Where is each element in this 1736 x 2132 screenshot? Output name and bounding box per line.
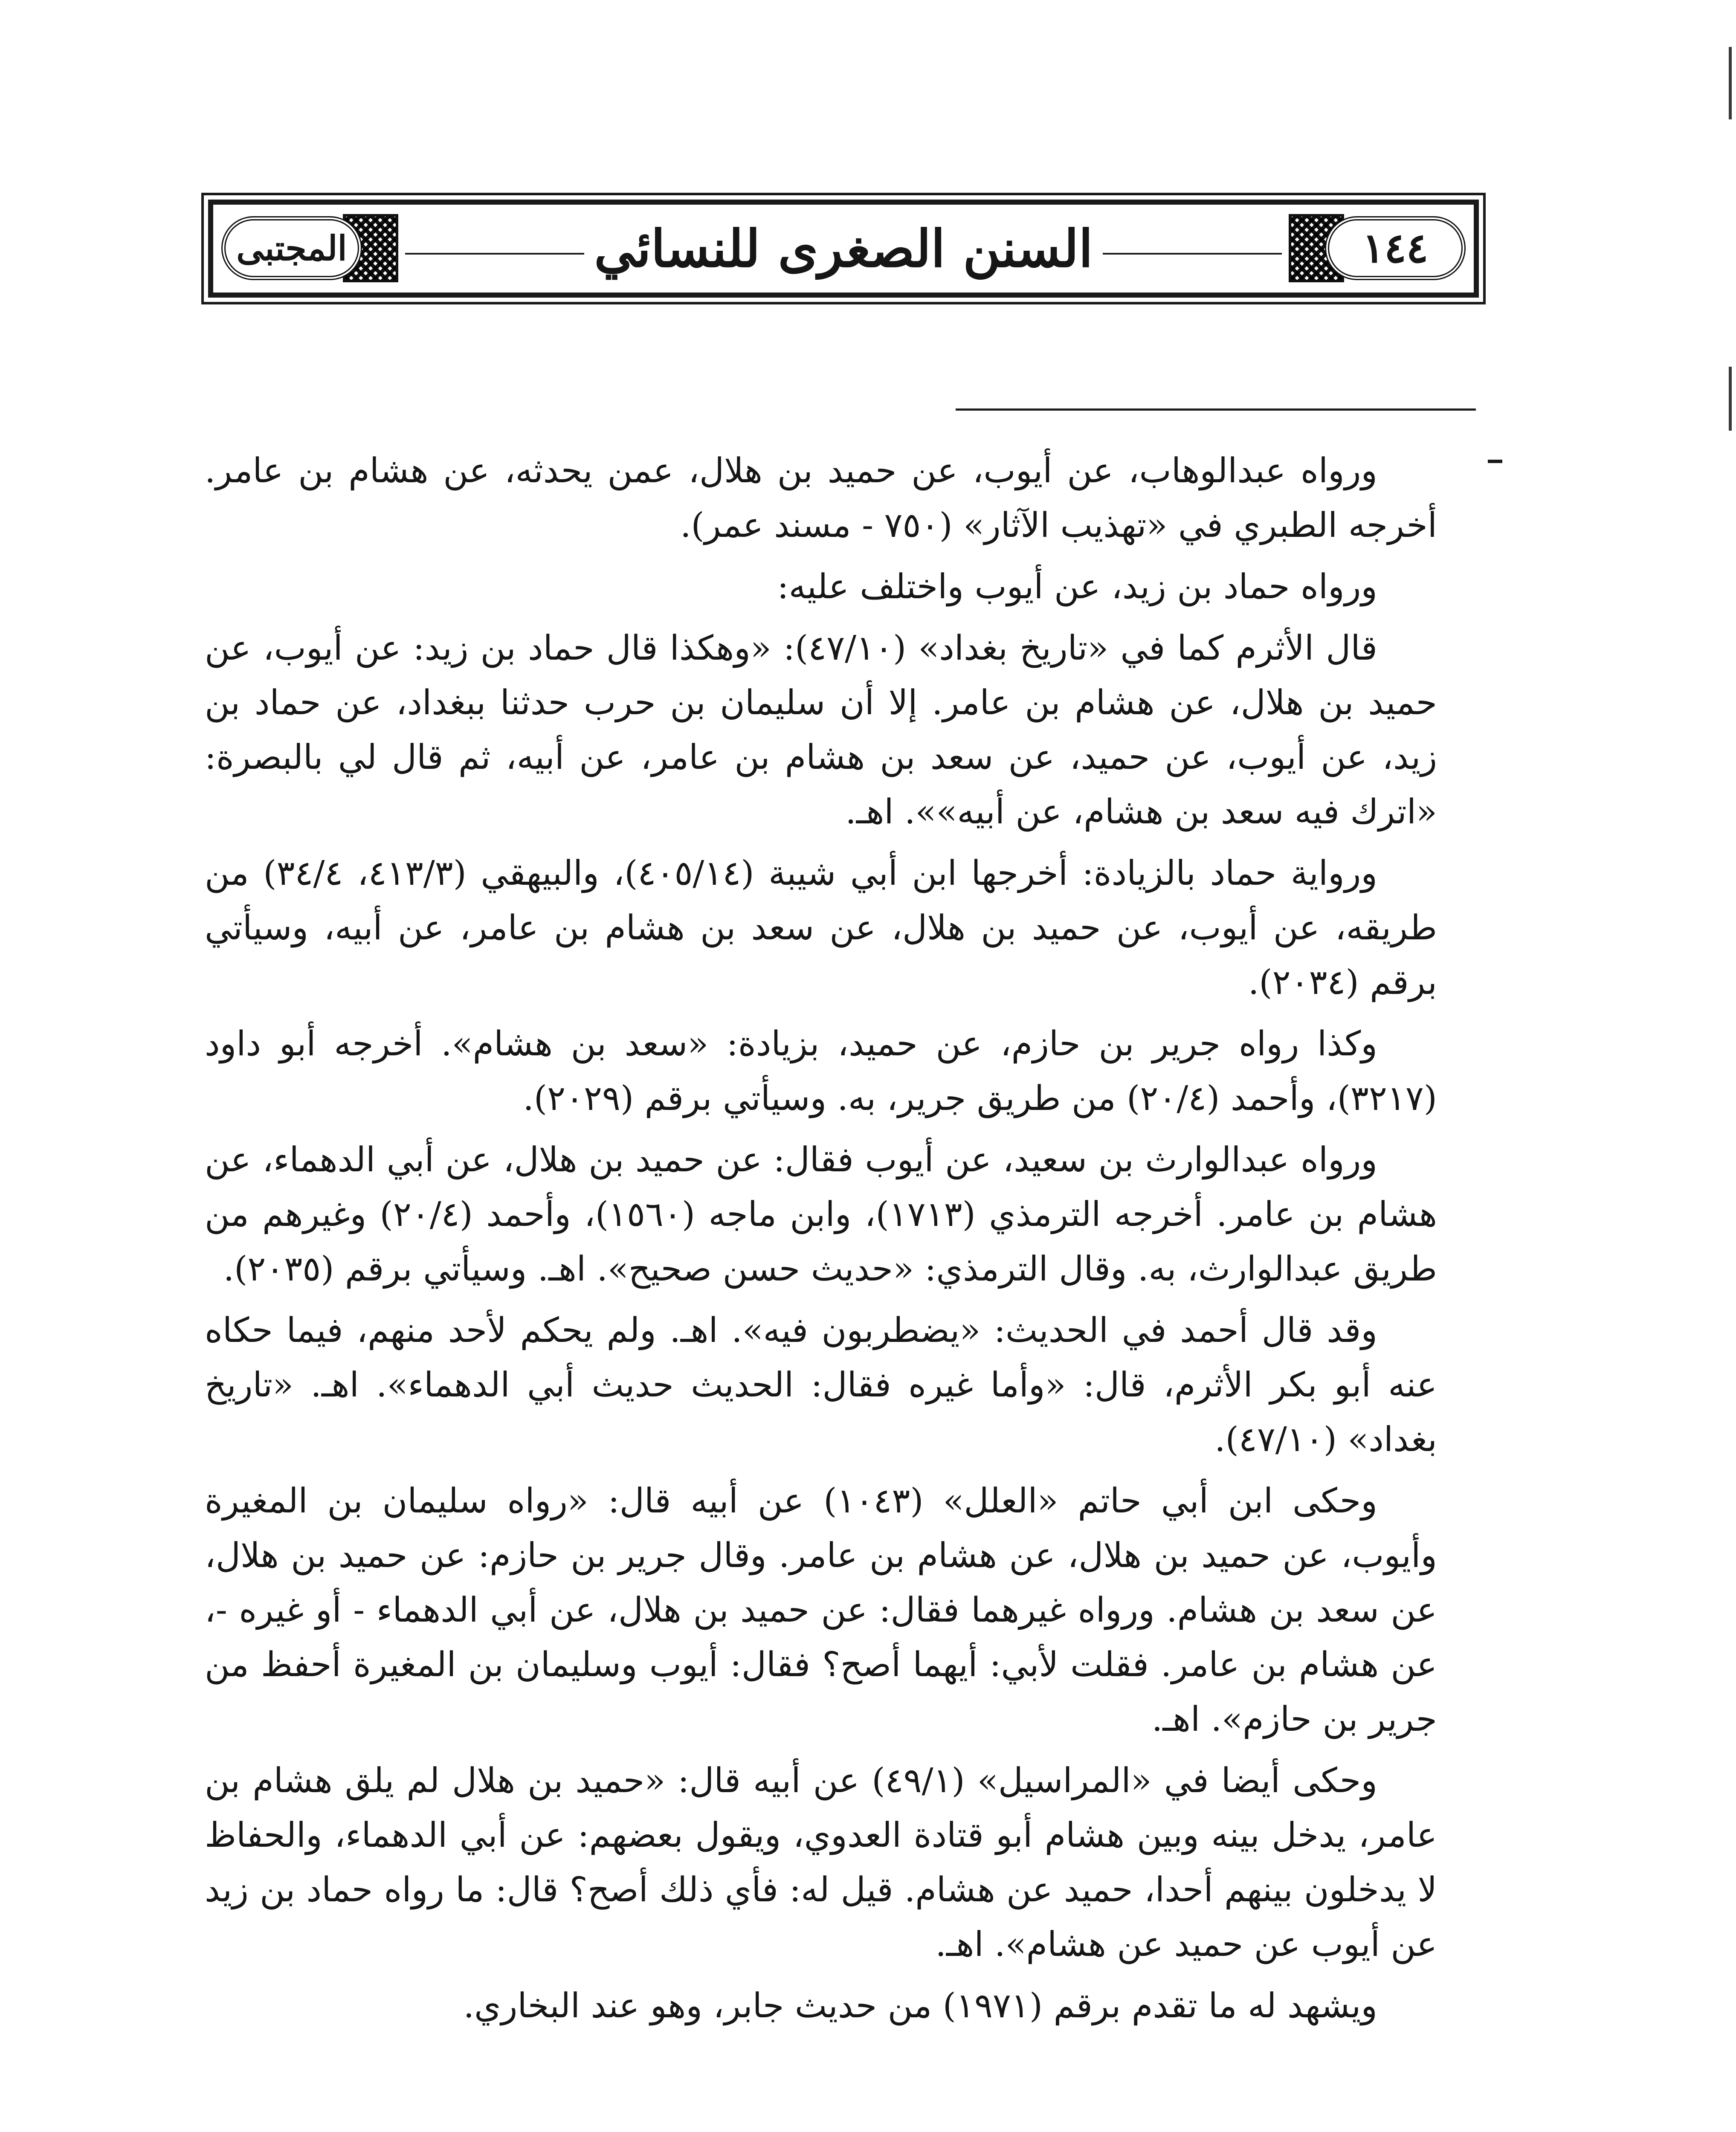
paragraph: وقد قال أحمد في الحديث: «يضطربون فيه». اهـ. ولم يحكم لأحد منهم، فيما حكاه عنه أبو بكر الأثرم، قال: «وأما غيره فقال: الحديث حديث أبي الدهماء». اهـ. «تاريخ بغداد» (٤٧/١٠). bbox=[205, 1310, 1437, 1459]
paragraph: ورواه حماد بن زيد، عن أيوب واختلف عليه: bbox=[777, 567, 1377, 606]
paragraph: ورواية حماد بالزيادة: أخرجها ابن أبي شيبة (٤٠٥/١٤)، والبيهقي (٤١٣/٣، ٣٤/٤) من طريقه، عن أيوب، عن حميد بن هلال، عن سعد بن هشام بن عامر، عن أبيه، وسيأتي برقم (٢٠٣٤). bbox=[205, 853, 1437, 1002]
paragraph: وحكى أيضا في «المراسيل» (٤٩/١) عن أبيه قال: «حميد بن هلال لم يلق هشام بن عامر، يدخل بينه وبين هشام أبو قتادة العدوي، ويقول بعضهم: عن أبي الدهماء، والحفاظ لا يدخلون بينهم أحدا، حميد عن هشام. قيل له: فأي ذلك أصح؟ قال: ما رواه حماد بن زيد عن أيوب عن حميد عن هشام». اهـ. bbox=[205, 1761, 1437, 1964]
book-badge-text: المجتبى bbox=[236, 228, 347, 268]
header-ornament-right bbox=[1289, 210, 1468, 287]
paragraph: ورواه عبدالوهاب، عن أيوب، عن حميد بن هلال، عمن يحدثه، عن هشام بن عامر. أخرجه الطبري في «تهذيب الآثار» (٧٥٠ - مسند عمر). bbox=[205, 451, 1437, 545]
book-badge bbox=[221, 216, 362, 280]
footnote-separator bbox=[956, 408, 1476, 411]
page-header bbox=[208, 200, 1479, 298]
scan-edge-mark-middle bbox=[1729, 367, 1732, 431]
page-number-medallion bbox=[1325, 216, 1466, 280]
page-number: ١٤٤ bbox=[1362, 224, 1429, 272]
running-title: السنن الصغرى للنسائي bbox=[594, 218, 1093, 279]
paragraph: ورواه عبدالوارث بن سعيد، عن أيوب فقال: عن حميد بن هلال، عن أبي الدهماء، عن هشام بن عامر. أخرجه الترمذي (١٧١٣)، وابن ماجه (١٥٦٠)، وأحمد (٢٠/٤) وغيرهم من طريق عبدالوارث، به. وقال الترمذي: «حديث حسن صحيح». اهـ. وسيأتي برقم (٢٠٣٥). bbox=[205, 1140, 1437, 1289]
paragraph: وحكى ابن أبي حاتم «العلل» (١٠٤٣) عن أبيه قال: «رواه سليمان بن المغيرة وأيوب، عن حميد بن هلال، عن هشام بن عامر. وقال جرير بن حازم: عن حميد بن هلال، عن سعد بن هشام. ورواه غيرهما فقال: عن حميد بن هلال، عن أبي الدهماء - أو غيره -، عن هشام بن عامر. فقلت لأبي: أيهما أصح؟ فقال: أيوب وسليمان بن المغيرة أحفظ من جرير بن حازم». اهـ. bbox=[205, 1481, 1437, 1739]
paragraph: وكذا رواه جرير بن حازم، عن حميد، بزيادة: «سعد بن هشام». أخرجه أبو داود (٣٢١٧)، وأحمد (٢٠/٤) من طريق جرير، به. وسيأتي برقم (٢٠٢٩). bbox=[205, 1024, 1437, 1118]
paragraph: قال الأثرم كما في «تاريخ بغداد» (٤٧/١٠): «وهكذا قال حماد بن زيد: عن أيوب، عن حميد بن هلال، عن هشام بن عامر. إلا أن سليمان بن حرب حدثنا ببغداد، عن حماد بن زيد، عن أيوب، عن حميد، عن سعد بن هشام بن عامر، عن أبيه، ثم قال لي بالبصرة: «اترك فيه سعد بن هشام، عن أبيه»». اهـ. bbox=[205, 628, 1437, 831]
paragraph: ويشهد له ما تقدم برقم (١٩٧١) من حديث جابر، وهو عند البخاري. bbox=[463, 1986, 1377, 2025]
continuation-mark bbox=[1488, 460, 1502, 463]
footnote-text bbox=[205, 443, 1437, 2132]
scan-edge-mark-top bbox=[1729, 47, 1732, 119]
